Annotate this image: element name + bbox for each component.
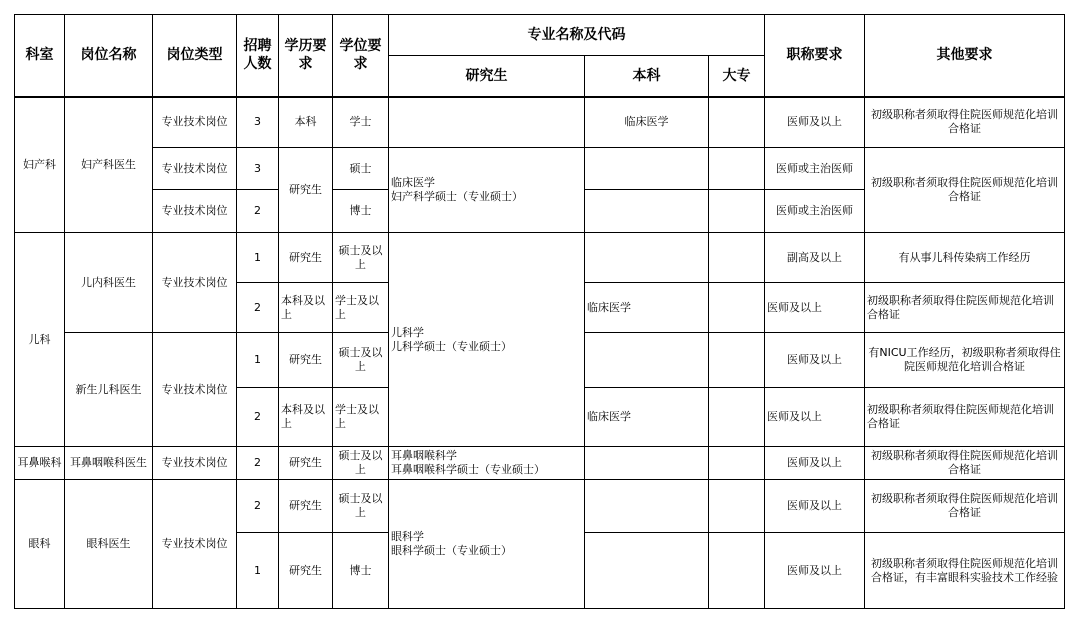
header-major: 专业名称及代码 bbox=[389, 15, 765, 56]
count-cell: 2 bbox=[237, 388, 279, 447]
position-cell: 儿内科医生 bbox=[65, 233, 153, 333]
grad-major-cell: 临床医学 妇产科学硕士（专业硕士） bbox=[389, 148, 585, 233]
header-title: 职称要求 bbox=[765, 15, 865, 97]
title-cell: 副高及以上 bbox=[765, 233, 865, 283]
type-cell: 专业技术岗位 bbox=[153, 447, 237, 480]
education-cell: 研究生 bbox=[279, 233, 333, 283]
college-major-cell bbox=[709, 97, 765, 148]
degree-cell: 学士及以上 bbox=[333, 283, 389, 333]
position-cell: 眼科医生 bbox=[65, 480, 153, 609]
college-major-cell bbox=[709, 148, 765, 190]
other-cell: 初级职称者须取得住院医师规范化培训合格证 bbox=[865, 447, 1065, 480]
education-cell: 本科及以上 bbox=[279, 283, 333, 333]
dept-cell: 耳鼻喉科 bbox=[15, 447, 65, 480]
undergrad-major-cell bbox=[585, 447, 709, 480]
grad-major-cell: 耳鼻咽喉科学 耳鼻咽喉科学硕士（专业硕士） bbox=[389, 447, 585, 480]
position-cell: 新生儿科医生 bbox=[65, 333, 153, 447]
header-count: 招聘人数 bbox=[237, 15, 279, 97]
education-cell: 研究生 bbox=[279, 447, 333, 480]
title-cell: 医师及以上 bbox=[765, 97, 865, 148]
type-cell: 专业技术岗位 bbox=[153, 190, 237, 233]
header-college: 大专 bbox=[709, 56, 765, 97]
header-position: 岗位名称 bbox=[65, 15, 153, 97]
dept-cell: 儿科 bbox=[15, 233, 65, 447]
education-cell: 研究生 bbox=[279, 533, 333, 609]
college-major-cell bbox=[709, 447, 765, 480]
degree-cell: 学士及以上 bbox=[333, 388, 389, 447]
header-degree: 学位要求 bbox=[333, 15, 389, 97]
undergrad-major-cell: 临床医学 bbox=[585, 283, 709, 333]
undergrad-major-cell: 临床医学 bbox=[585, 388, 709, 447]
degree-cell: 硕士及以上 bbox=[333, 480, 389, 533]
title-cell: 医师及以上 bbox=[765, 480, 865, 533]
header-type: 岗位类型 bbox=[153, 15, 237, 97]
dept-cell: 妇产科 bbox=[15, 97, 65, 233]
header-dept: 科室 bbox=[15, 15, 65, 97]
count-cell: 1 bbox=[237, 533, 279, 609]
other-cell: 初级职称者须取得住院医师规范化培训合格证 bbox=[865, 388, 1065, 447]
type-cell: 专业技术岗位 bbox=[153, 148, 237, 190]
title-cell: 医师或主治医师 bbox=[765, 148, 865, 190]
degree-cell: 硕士及以上 bbox=[333, 447, 389, 480]
college-major-cell bbox=[709, 190, 765, 233]
undergrad-major-cell bbox=[585, 533, 709, 609]
undergrad-major-cell: 临床医学 bbox=[585, 97, 709, 148]
other-cell: 初级职称者须取得住院医师规范化培训合格证 bbox=[865, 148, 1065, 233]
header-undergrad: 本科 bbox=[585, 56, 709, 97]
type-cell: 专业技术岗位 bbox=[153, 480, 237, 609]
undergrad-major-cell bbox=[585, 190, 709, 233]
type-cell: 专业技术岗位 bbox=[153, 97, 237, 148]
undergrad-major-cell bbox=[585, 233, 709, 283]
undergrad-major-cell bbox=[585, 333, 709, 388]
position-cell: 耳鼻咽喉科医生 bbox=[65, 447, 153, 480]
count-cell: 3 bbox=[237, 148, 279, 190]
header-grad: 研究生 bbox=[389, 56, 585, 97]
header-education: 学历要求 bbox=[279, 15, 333, 97]
degree-cell: 博士 bbox=[333, 533, 389, 609]
education-cell: 研究生 bbox=[279, 480, 333, 533]
count-cell: 3 bbox=[237, 97, 279, 148]
dept-cell: 眼科 bbox=[15, 480, 65, 609]
other-cell: 有NICU工作经历，初级职称者须取得住院医师规范化培训合格证 bbox=[865, 333, 1065, 388]
grad-major-cell: 眼科学 眼科学硕士（专业硕士） bbox=[389, 480, 585, 609]
grad-major-cell bbox=[389, 97, 585, 148]
title-cell: 医师及以上 bbox=[765, 447, 865, 480]
title-cell: 医师及以上 bbox=[765, 388, 865, 447]
count-cell: 2 bbox=[237, 480, 279, 533]
college-major-cell bbox=[709, 233, 765, 283]
count-cell: 1 bbox=[237, 233, 279, 283]
title-cell: 医师或主治医师 bbox=[765, 190, 865, 233]
other-cell: 有从事儿科传染病工作经历 bbox=[865, 233, 1065, 283]
undergrad-major-cell bbox=[585, 148, 709, 190]
other-cell: 初级职称者须取得住院医师规范化培训合格证，有丰富眼科实验技术工作经验 bbox=[865, 533, 1065, 609]
other-cell: 初级职称者须取得住院医师规范化培训合格证 bbox=[865, 97, 1065, 148]
college-major-cell bbox=[709, 388, 765, 447]
college-major-cell bbox=[709, 533, 765, 609]
education-cell: 研究生 bbox=[279, 148, 333, 233]
degree-cell: 学士 bbox=[333, 97, 389, 148]
other-cell: 初级职称者须取得住院医师规范化培训合格证 bbox=[865, 283, 1065, 333]
degree-cell: 博士 bbox=[333, 190, 389, 233]
college-major-cell bbox=[709, 283, 765, 333]
grad-major-cell: 儿科学 儿科学硕士（专业硕士） bbox=[389, 233, 585, 447]
count-cell: 1 bbox=[237, 333, 279, 388]
type-cell: 专业技术岗位 bbox=[153, 333, 237, 447]
count-cell: 2 bbox=[237, 447, 279, 480]
position-cell: 妇产科医生 bbox=[65, 97, 153, 233]
education-cell: 本科 bbox=[279, 97, 333, 148]
degree-cell: 硕士 bbox=[333, 148, 389, 190]
count-cell: 2 bbox=[237, 190, 279, 233]
header-other: 其他要求 bbox=[865, 15, 1065, 97]
title-cell: 医师及以上 bbox=[765, 283, 865, 333]
title-cell: 医师及以上 bbox=[765, 533, 865, 609]
degree-cell: 硕士及以上 bbox=[333, 333, 389, 388]
title-cell: 医师及以上 bbox=[765, 333, 865, 388]
degree-cell: 硕士及以上 bbox=[333, 233, 389, 283]
education-cell: 研究生 bbox=[279, 333, 333, 388]
count-cell: 2 bbox=[237, 283, 279, 333]
type-cell: 专业技术岗位 bbox=[153, 233, 237, 333]
recruitment-table bbox=[14, 14, 1065, 609]
education-cell: 本科及以上 bbox=[279, 388, 333, 447]
college-major-cell bbox=[709, 480, 765, 533]
other-cell: 初级职称者须取得住院医师规范化培训合格证 bbox=[865, 480, 1065, 533]
college-major-cell bbox=[709, 333, 765, 388]
undergrad-major-cell bbox=[585, 480, 709, 533]
